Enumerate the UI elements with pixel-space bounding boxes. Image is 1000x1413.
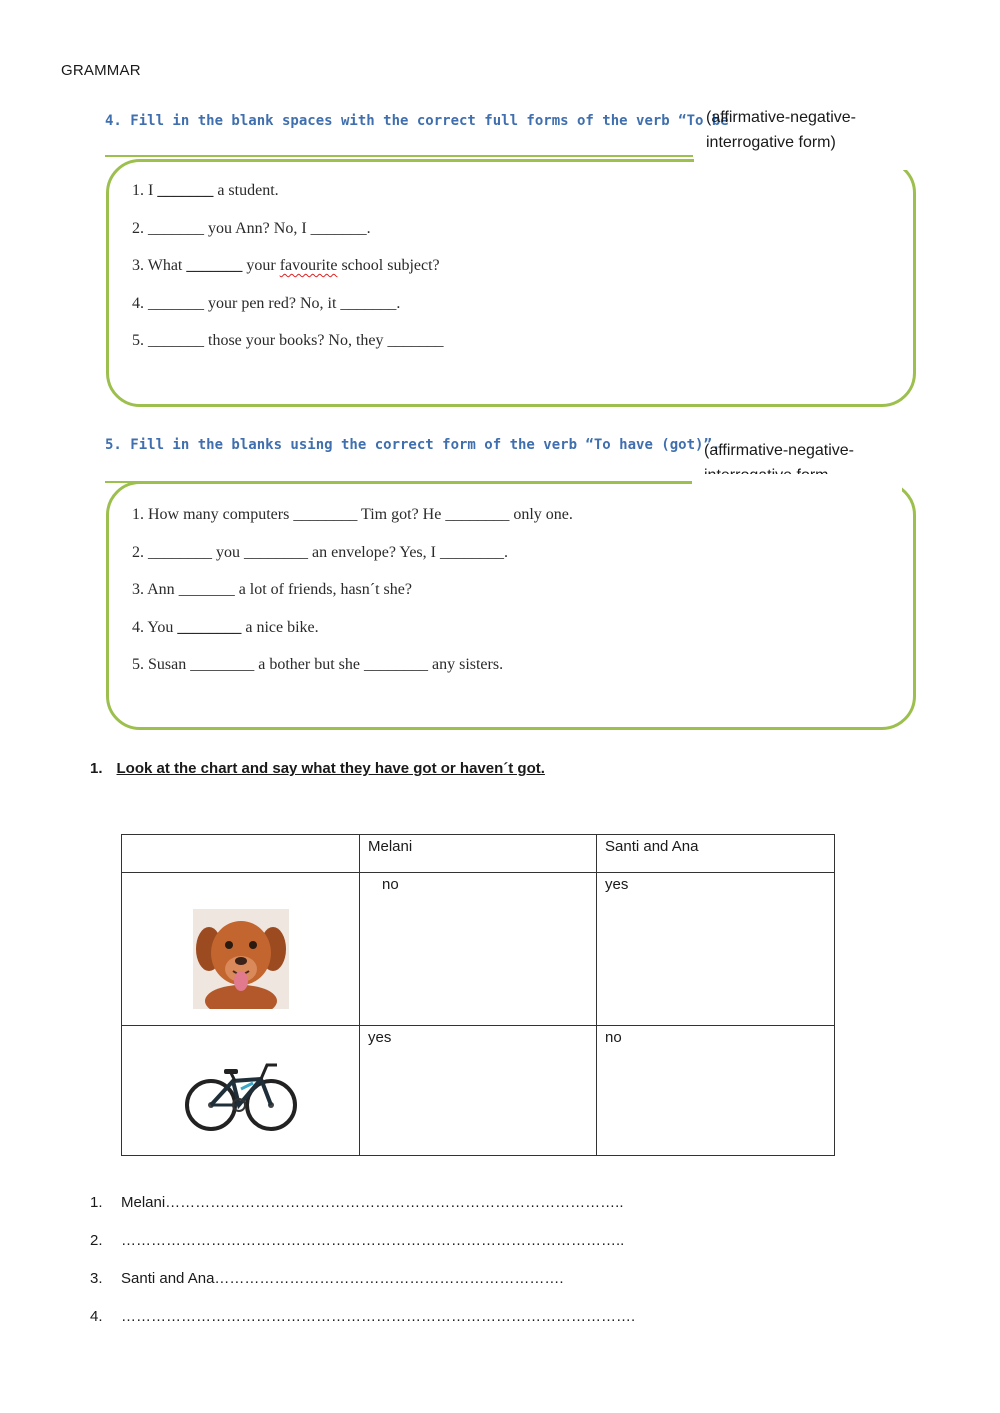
exercise-4-title: 4. Fill in the blank spaces with the correct full forms of the verb “To be (105, 113, 729, 129)
answer-blank[interactable]: _______ (387, 332, 444, 349)
chart-header-row (122, 835, 835, 873)
exercise-5-item-5: 5. Susan ________ a bother but she ________ any sisters. (132, 656, 504, 673)
answer-blank[interactable]: ________ (445, 506, 510, 523)
exercise-5-title: 5. Fill in the blanks using the correct form of the verb “To have (got)”. (105, 437, 721, 453)
dog-photo (193, 909, 289, 1009)
spellcheck-word: favourite (279, 257, 338, 274)
chart-item-bike (122, 1026, 360, 1156)
answer-blank[interactable]: ________ (244, 543, 308, 561)
exercise-4-list (132, 181, 444, 369)
chart-header-melani: Melani (360, 835, 597, 873)
exercise-4-item-4: 4. _______ your pen red? No, it _______. (132, 294, 401, 312)
answer-blank[interactable]: _______ (148, 332, 204, 349)
exercise-5-item-4: 4. You ________ a nice bike. (132, 618, 319, 636)
chart-cell-melani-bike: yes (360, 1026, 597, 1156)
answer-blank[interactable]: ________ (439, 543, 504, 561)
task-1-instruction (90, 760, 545, 777)
answer-line-1[interactable]: 1. Melani……………………………………………………………………………….. (90, 1194, 624, 1211)
answer-blank[interactable]: _______ (340, 294, 397, 312)
exercise-4-item-1: 1. I _______ a student. (132, 182, 279, 199)
chart-item-dog (122, 873, 360, 1026)
answer-blank[interactable]: ________ (363, 656, 428, 673)
exercise-4-note (706, 105, 856, 155)
bike-icon (183, 1059, 299, 1131)
chart-header-empty (122, 835, 360, 873)
answer-blank[interactable]: _______ (178, 581, 235, 598)
chart-cell-santi-ana-bike: no (597, 1026, 835, 1156)
exercise-4-note-line2: interrogative form) (706, 134, 836, 151)
chart-header-santi-ana: Santi and Ana (597, 835, 835, 873)
answer-blank[interactable]: ________ (293, 506, 358, 523)
exercise-4-title-underline (105, 155, 693, 157)
exercise-4-item-2: 2. _______ you Ann? No, I _______. (132, 219, 371, 237)
exercise-4-item-5: 5. _______ those your books? No, they _______ (132, 332, 444, 349)
exercise-5-list (132, 505, 573, 693)
page-heading: GRAMMAR (61, 62, 141, 79)
chart-row-bike (122, 1026, 835, 1156)
chart-cell-santi-ana-dog: yes (597, 873, 835, 1026)
answer-blank[interactable]: ________ (148, 543, 212, 561)
answer-blank[interactable]: ________ (190, 656, 255, 673)
chart-cell-melani-dog: no (360, 873, 597, 1026)
exercise-4-item-3: 3. What _______ your favourite school subject? (132, 257, 440, 274)
answer-lines (90, 1194, 635, 1346)
answer-line-3[interactable]: 3. Santi and Ana……………………………………………………………. (90, 1270, 564, 1287)
answer-blank[interactable]: ________ (177, 618, 242, 636)
have-got-chart (121, 834, 835, 1156)
exercise-5-item-1: 1. How many computers ________ Tim got? He ________ only one. (132, 506, 573, 523)
answer-blank[interactable]: _______ (186, 257, 243, 274)
task-1-number: 1. (90, 760, 103, 777)
answer-blank[interactable]: _______ (148, 294, 204, 312)
chart-row-dog (122, 873, 835, 1026)
exercise-5-note-line1: (affirmative-negative- (704, 442, 854, 459)
task-1-text: Look at the chart and say what they have got or haven´t got. (116, 760, 545, 777)
exercise-5-item-2: 2. ________ you ________ an envelope? Yes, I ________. (132, 543, 508, 561)
answer-line-4[interactable]: 4. …………………………………………………………………………………………. (90, 1308, 636, 1325)
answer-blank[interactable]: _______ (148, 219, 204, 237)
answer-line-2[interactable]: 2. ……………………………………………………………………………………….. (90, 1232, 625, 1249)
answer-blank[interactable]: _______ (310, 219, 367, 237)
exercise-5-item-3: 3. Ann _______ a lot of friends, hasn´t she? (132, 581, 412, 598)
exercise-4-note-line1: (affirmative-negative- (706, 109, 856, 126)
answer-blank[interactable]: _______ (157, 182, 214, 199)
